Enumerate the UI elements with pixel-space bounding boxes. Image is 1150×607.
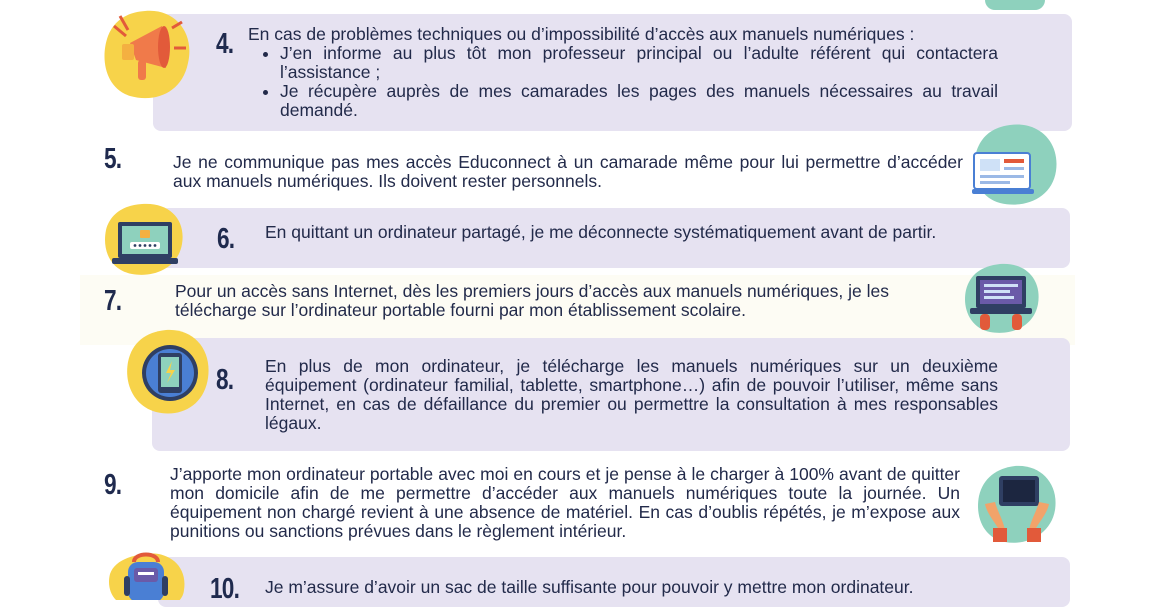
rule-8-number: 8.: [216, 364, 234, 396]
rule-4-bullet-1: • J’en informe au plus tôt mon professeur principal ou l’adulte référent qui contactera l’assistance ;: [280, 44, 998, 82]
rule-9-number: 9.: [104, 469, 122, 501]
rule-10-text: Je m’assure d’avoir un sac de taille suffisante pour pouvoir y mettre mon ordinateur.: [265, 577, 914, 597]
tablet-hands-icon: [975, 464, 1059, 546]
rule-6-text: En quittant un ordinateur partagé, je me déconnecte systématiquement avant de partir.: [265, 222, 937, 242]
rule-5-text: Je ne communique pas mes accès Educonnect à un camarade même pour lui permettre d’accéder aux manuels numériques. Ils doivent rester personnels.: [173, 152, 963, 191]
laptop-webpage-icon: [970, 123, 1060, 208]
rule-7-number: 7.: [104, 285, 122, 317]
smartphone-icon: [124, 328, 212, 418]
rule-10-number: 10.: [210, 573, 240, 605]
rule-5-number: 5.: [104, 143, 122, 175]
laptop-typing-icon: [962, 262, 1042, 336]
rule-8-text: En plus de mon ordinateur, je télécharge les manuels numériques sur un deuxième équipement (ordinateur familial, tablette, smartphone…) afin de pouvoir l’utiliser, même sans Internet, en cas de défaillance du premier ou permettre la consultation à mes responsables légaux.: [265, 356, 998, 433]
rule-6-number: 6.: [217, 223, 235, 255]
decorative-blob-top: [985, 0, 1045, 10]
rule-9-text: J’apporte mon ordinateur portable avec moi en cours et je pense à le charger à 100% avant de quitter mon domicile afin de me permettre d’accéder aux manuels numériques toute la journée. Un équipement non chargé revient à une absence de matériel. En cas d’oublis répétés, je m’expose aux punitions ou sanctions prévues dans le règlement intérieur.: [170, 464, 960, 541]
backpack-icon: [104, 550, 190, 600]
rule-4-bullet-2: • Je récupère auprès de mes camarades les pages des manuels nécessaires au travail demandé.: [280, 82, 998, 120]
megaphone-icon: [100, 8, 195, 103]
rule-4-text: [248, 25, 998, 120]
laptop-password-icon: [102, 202, 186, 278]
rule-4-bullets: [248, 44, 998, 120]
rule-4-intro: En cas de problèmes techniques ou d’impossibilité d’accès aux manuels numériques :: [248, 24, 915, 44]
rule-7-text: Pour un accès sans Internet, dès les premiers jours d’accès aux manuels numériques, je les télécharge sur l’ordinateur portable fourni par mon établissement scolaire.: [175, 281, 889, 320]
rule-4-number: 4.: [216, 28, 234, 60]
